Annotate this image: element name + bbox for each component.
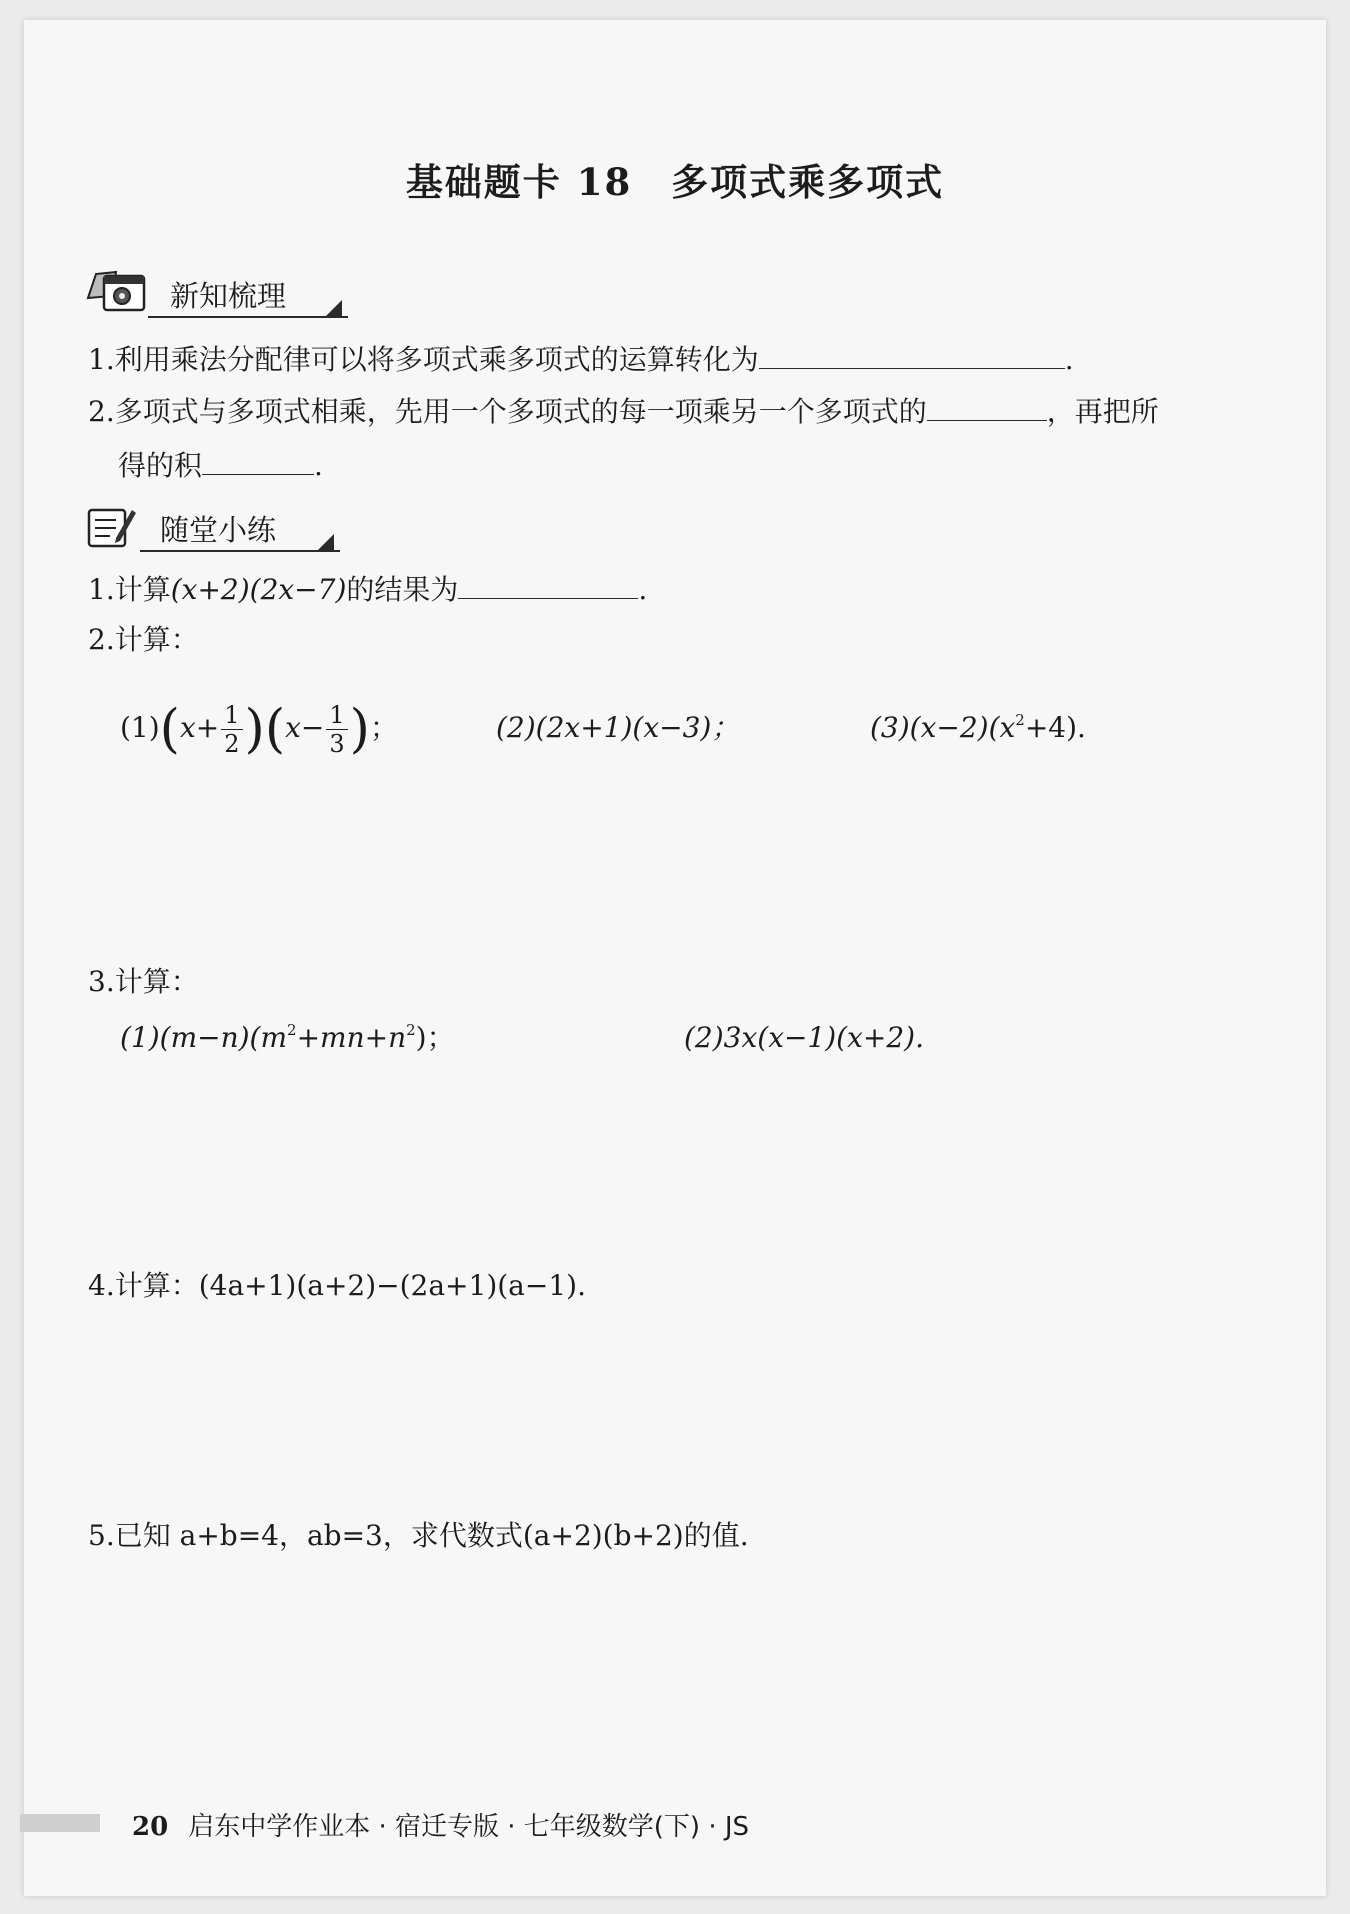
camera-icon [86, 268, 152, 314]
section-header-new-knowledge [86, 268, 356, 320]
answer-blank[interactable] [927, 390, 1047, 421]
q3-part-2: (2)3x(x−1)(x+2). [684, 1021, 924, 1054]
page-title: 基础题卡 18 多项式乘多项式 [405, 160, 945, 204]
page-number: 20 [132, 1812, 169, 1842]
q2-part-3: $(3)(x-2)(x^2+4)$. [870, 711, 1086, 744]
section-underline [148, 316, 348, 318]
footer-bar [20, 1814, 100, 1832]
practice-question-5: 5.已知 a+b=4，ab=3，求代数式(a+2)(b+2)的值. [88, 1519, 749, 1552]
q2-part-1: (1)(x+ $\frac{1}{2}$ )(x− $\frac{1}{3}$ )； [120, 699, 398, 760]
knowledge-item-2-cont: 得的积 . [118, 444, 323, 486]
q2-part-2: (2)(2x+1)(x−3)； [496, 711, 740, 744]
answer-blank[interactable] [458, 568, 638, 599]
page-footer [132, 1806, 749, 1843]
practice-question-2: 2.计算： [88, 623, 199, 656]
section-header-practice [86, 502, 348, 554]
knowledge-item-1: 1.利用乘法分配律可以将多项式乘多项式的运算转化为 . [88, 338, 1074, 380]
section-label: 随堂小练 [160, 513, 277, 547]
section-underline [140, 550, 340, 552]
answer-blank[interactable] [202, 444, 314, 475]
notebook-pen-icon [86, 504, 138, 550]
q3-part-1: $(1)(m-n)(m^2+mn+n^2)$； [120, 1021, 455, 1054]
practice-question-4: 4.计算：(4a+1)(a+2)−(2a+1)(a−1). [88, 1269, 586, 1302]
knowledge-item-2: 2.多项式与多项式相乘，先用一个多项式的每一项乘另一个多项式的 ，再把所 [88, 390, 1159, 432]
fraction: $\frac{1}{3}$ [326, 701, 347, 758]
answer-blank[interactable] [759, 338, 1065, 369]
triangle-marker-icon [326, 300, 342, 316]
practice-question-1: 1.计算(x+2)(2x−7)的结果为 . [88, 568, 647, 610]
book-title: 启东中学作业本 · 宿迁专版 · 七年级数学(下) · JS [188, 1812, 750, 1842]
triangle-marker-icon [318, 534, 334, 550]
practice-question-3: 3.计算： [88, 965, 199, 998]
section-label: 新知梳理 [170, 279, 287, 313]
fraction: $\frac{1}{2}$ [221, 701, 242, 758]
